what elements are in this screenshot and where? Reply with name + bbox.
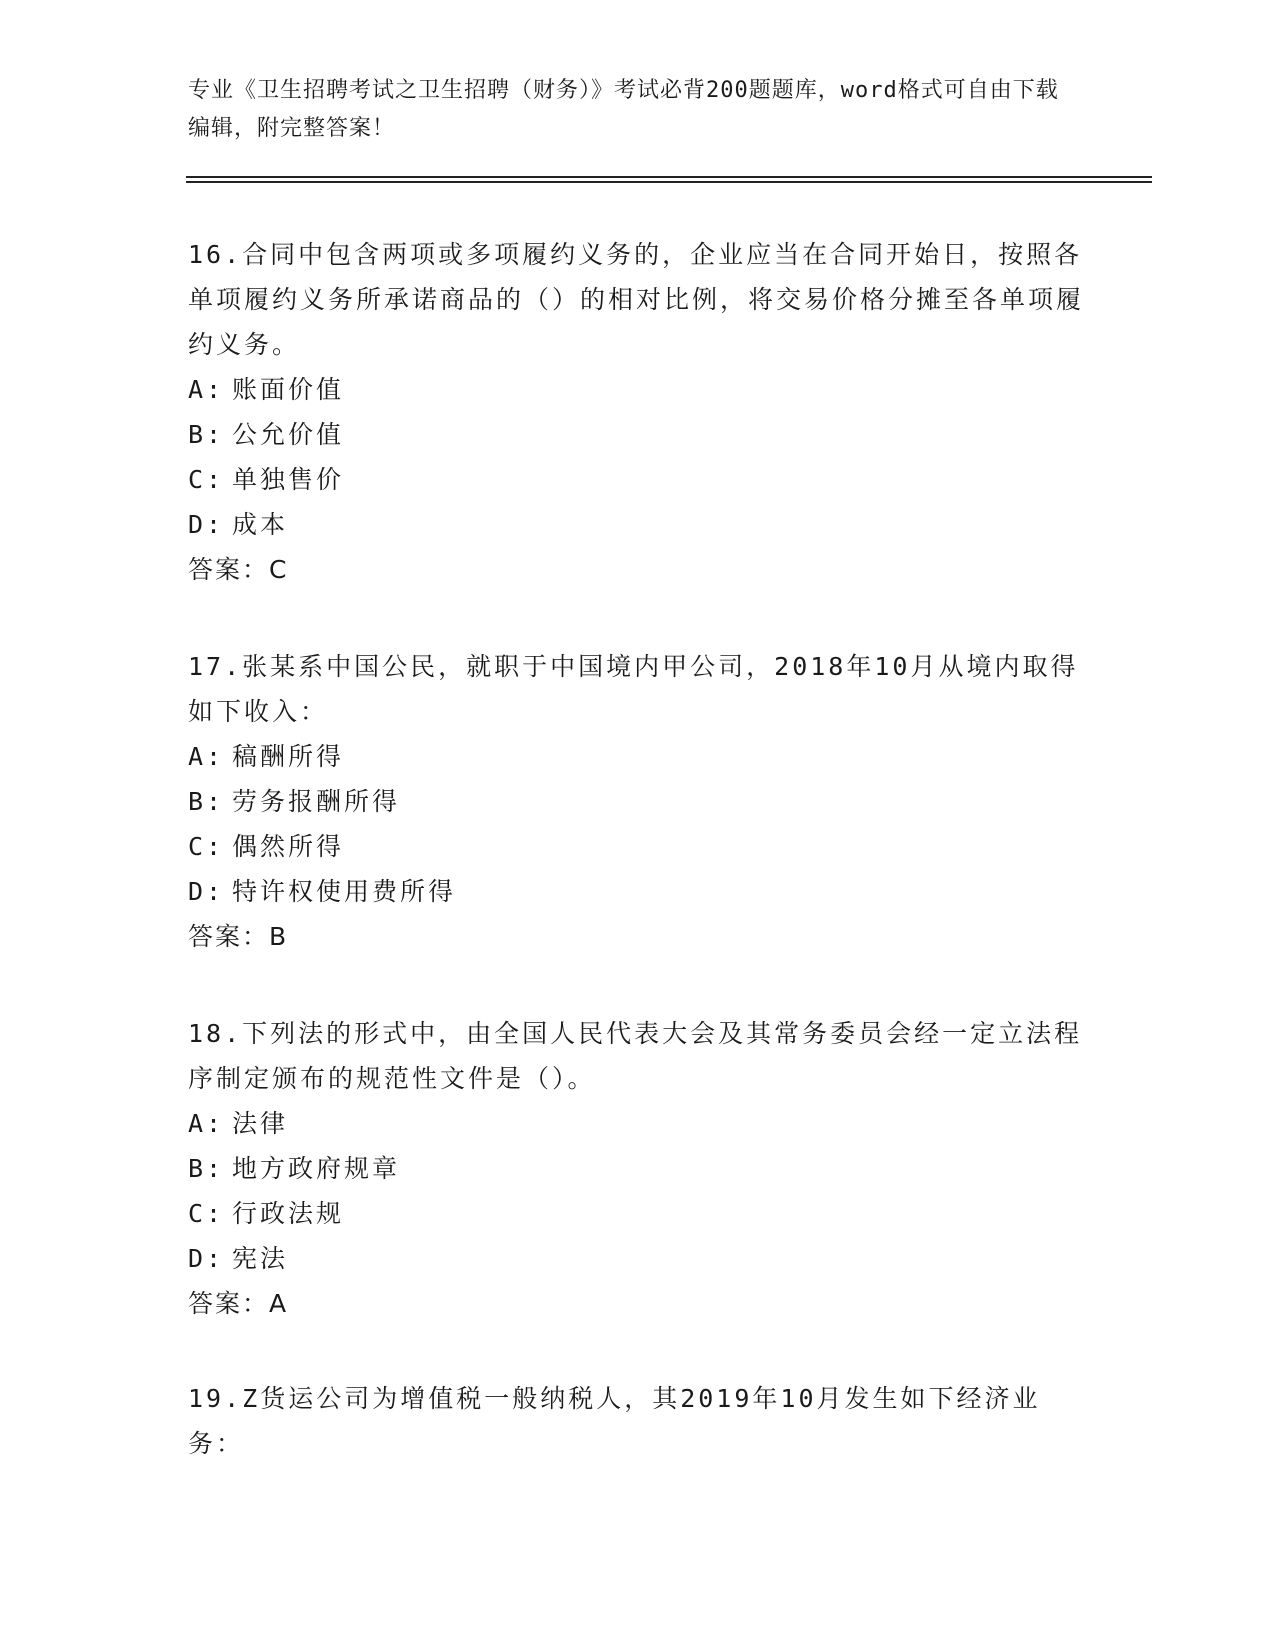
option-text: 偶然所得 <box>232 832 345 861</box>
option-text: 成本 <box>232 510 289 539</box>
option-b <box>188 1146 1088 1191</box>
question-17 <box>188 644 1088 959</box>
option-text: 地方政府规章 <box>232 1154 401 1183</box>
option-d <box>188 1236 1088 1281</box>
header-divider-bottom <box>186 181 1152 183</box>
answer-line: 答案：C <box>188 555 289 584</box>
answer-line: 答案：A <box>188 1289 289 1318</box>
option-d <box>188 502 1088 547</box>
option-letter: B: <box>188 787 225 816</box>
option-a <box>188 1101 1088 1146</box>
option-letter: A: <box>188 1109 225 1138</box>
option-letter: D: <box>188 877 225 906</box>
option-letter: D: <box>188 510 225 539</box>
option-letter: A: <box>188 742 225 771</box>
option-text: 行政法规 <box>232 1199 345 1228</box>
option-text: 特许权使用费所得 <box>232 877 457 906</box>
question-18 <box>188 1011 1088 1326</box>
option-text: 账面价值 <box>232 375 345 404</box>
option-letter: B: <box>188 420 225 449</box>
document-header <box>188 72 1068 148</box>
option-text: 公允价值 <box>232 420 345 449</box>
option-letter: C: <box>188 832 225 861</box>
option-a <box>188 367 1088 412</box>
question-stem: 19.Z货运公司为增值税一般纳税人，其2019年10月发生如下经济业务： <box>188 1384 1041 1458</box>
option-a <box>188 734 1088 779</box>
option-text: 劳务报酬所得 <box>232 787 401 816</box>
option-letter: D: <box>188 1244 225 1273</box>
header-divider-top <box>186 176 1152 178</box>
option-b <box>188 779 1088 824</box>
option-letter: C: <box>188 465 225 494</box>
option-b <box>188 412 1088 457</box>
question-16 <box>188 232 1088 592</box>
option-d <box>188 869 1088 914</box>
option-letter: B: <box>188 1154 225 1183</box>
option-text: 稿酬所得 <box>232 742 345 771</box>
question-stem: 17.张某系中国公民，就职于中国境内甲公司，2018年10月从境内取得如下收入： <box>188 652 1079 726</box>
option-text: 宪法 <box>232 1244 289 1273</box>
option-text: 法律 <box>232 1109 289 1138</box>
option-letter: C: <box>188 1199 225 1228</box>
option-text: 单独售价 <box>232 465 345 494</box>
option-letter: A: <box>188 375 225 404</box>
question-stem: 18.下列法的形式中，由全国人民代表大会及其常务委员会经一定立法程序制定颁布的规范性文件是（）。 <box>188 1019 1083 1093</box>
option-c <box>188 1191 1088 1236</box>
header-text: 专业《卫生招聘考试之卫生招聘（财务）》考试必背200题题库，word格式可自由下载编辑，附完整答案！ <box>188 78 1059 141</box>
answer-line: 答案：B <box>188 922 289 951</box>
question-stem: 16.合同中包含两项或多项履约义务的，企业应当在合同开始日，按照各单项履约义务所承诺商品的（）的相对比例，将交易价格分摊至各单项履约义务。 <box>188 240 1085 359</box>
option-c <box>188 457 1088 502</box>
option-c <box>188 824 1088 869</box>
question-19 <box>188 1376 1088 1466</box>
